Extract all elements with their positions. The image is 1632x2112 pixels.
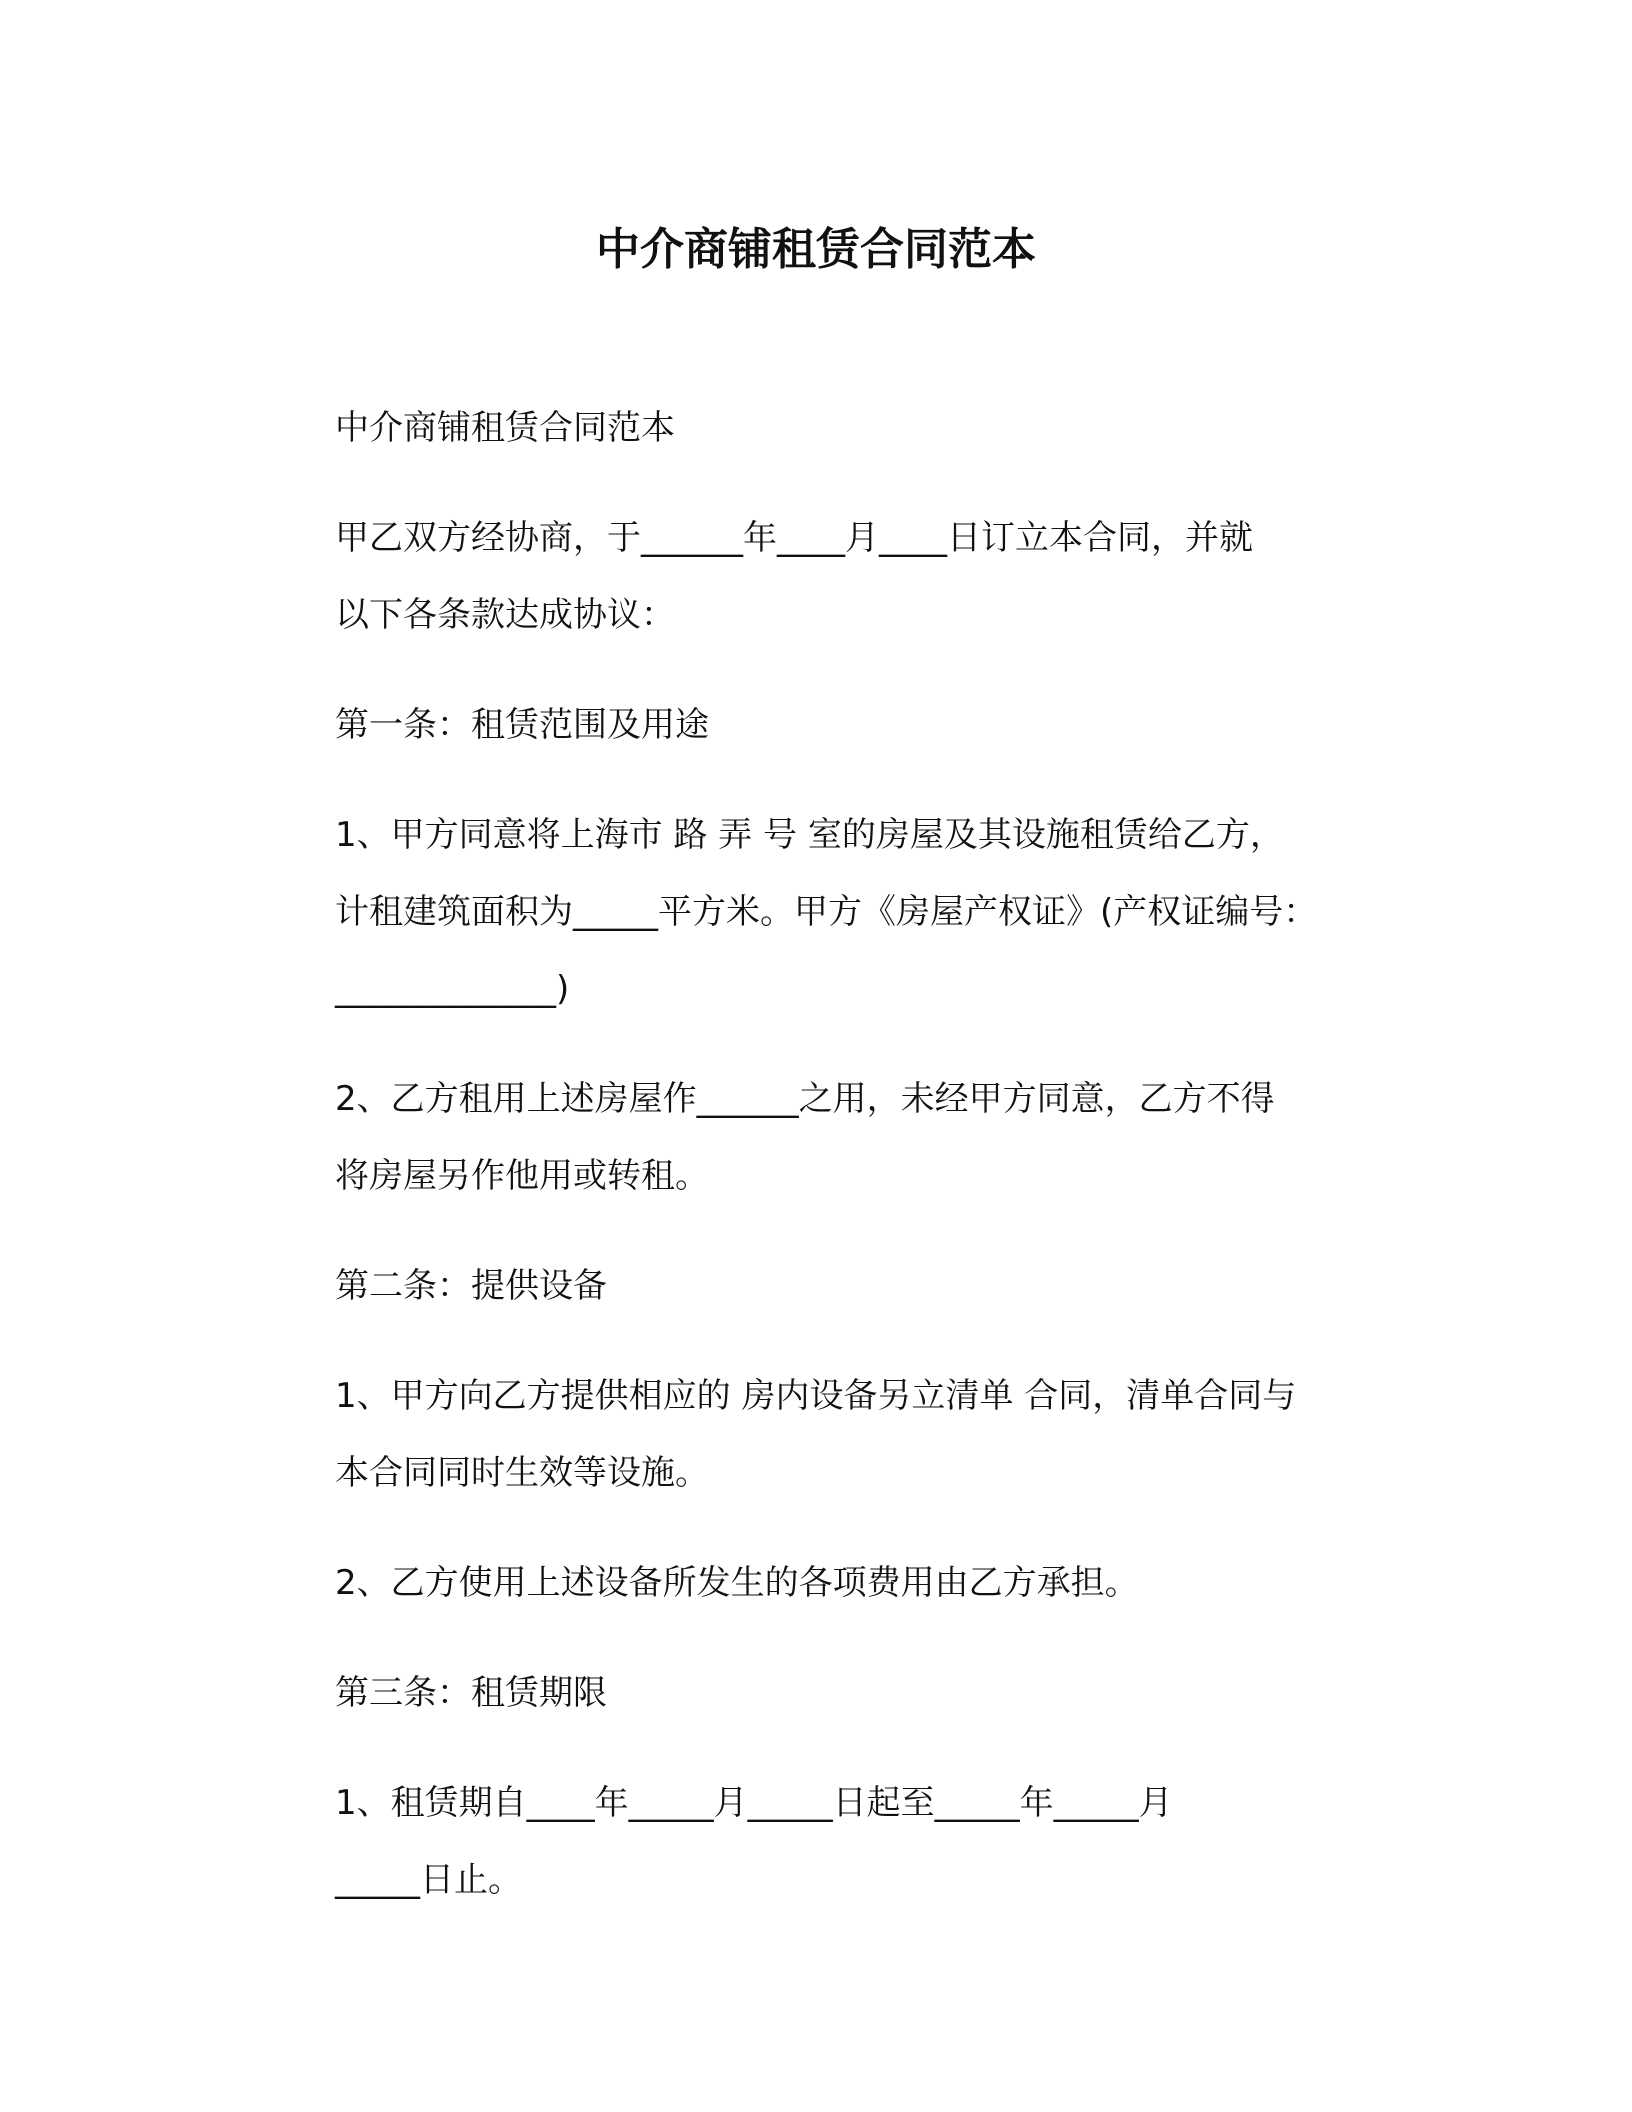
paragraph — [240, 1655, 1365, 1732]
paragraph — [240, 1358, 1365, 1512]
paragraph-line: 第二条：提供设备 — [335, 1266, 607, 1306]
paragraph-line: 第三条：租赁期限 — [335, 1673, 607, 1713]
paragraph-line: 中介商铺租赁合同范本 — [335, 408, 675, 448]
paragraph — [240, 1248, 1365, 1325]
paragraph — [240, 1765, 1365, 1919]
paragraph-line: 本合同同时生效等设施。 — [335, 1453, 709, 1493]
paragraph — [240, 500, 1365, 654]
document-body — [240, 390, 1365, 1952]
paragraph-line: 甲乙双方经协商，于______年____月____日订立本合同，并就 — [335, 518, 1253, 558]
paragraph-line: _____日止。 — [335, 1860, 522, 1900]
paragraph — [240, 797, 1365, 1028]
paragraph-line: 1、甲方同意将上海市 路 弄 号 室的房屋及其设施租赁给乙方， — [335, 815, 1284, 855]
paragraph-line: 以下各条款达成协议： — [335, 595, 675, 635]
paragraph-line: 1、甲方向乙方提供相应的 房内设备另立清单 合同，清单合同与 — [335, 1376, 1297, 1416]
paragraph — [240, 390, 1365, 467]
paragraph-line: 1、租赁期自____年_____月_____日起至_____年_____月 — [335, 1783, 1173, 1823]
paragraph — [240, 687, 1365, 764]
paragraph-line: _____________) — [335, 969, 570, 1009]
paragraph — [240, 1061, 1365, 1215]
paragraph-line: 将房屋另作他用或转租。 — [335, 1156, 709, 1196]
paragraph-line: 第一条：租赁范围及用途 — [335, 705, 709, 745]
document-title: 中介商铺租赁合同范本 — [596, 224, 1036, 275]
paragraph-line: 2、乙方使用上述设备所发生的各项费用由乙方承担。 — [335, 1563, 1139, 1603]
paragraph-line: 计租建筑面积为_____平方米。甲方《房屋产权证》(产权证编号： — [335, 892, 1318, 932]
paragraph-line: 2、乙方租用上述房屋作______之用，未经甲方同意，乙方不得 — [335, 1079, 1275, 1119]
paragraph — [240, 1545, 1365, 1622]
